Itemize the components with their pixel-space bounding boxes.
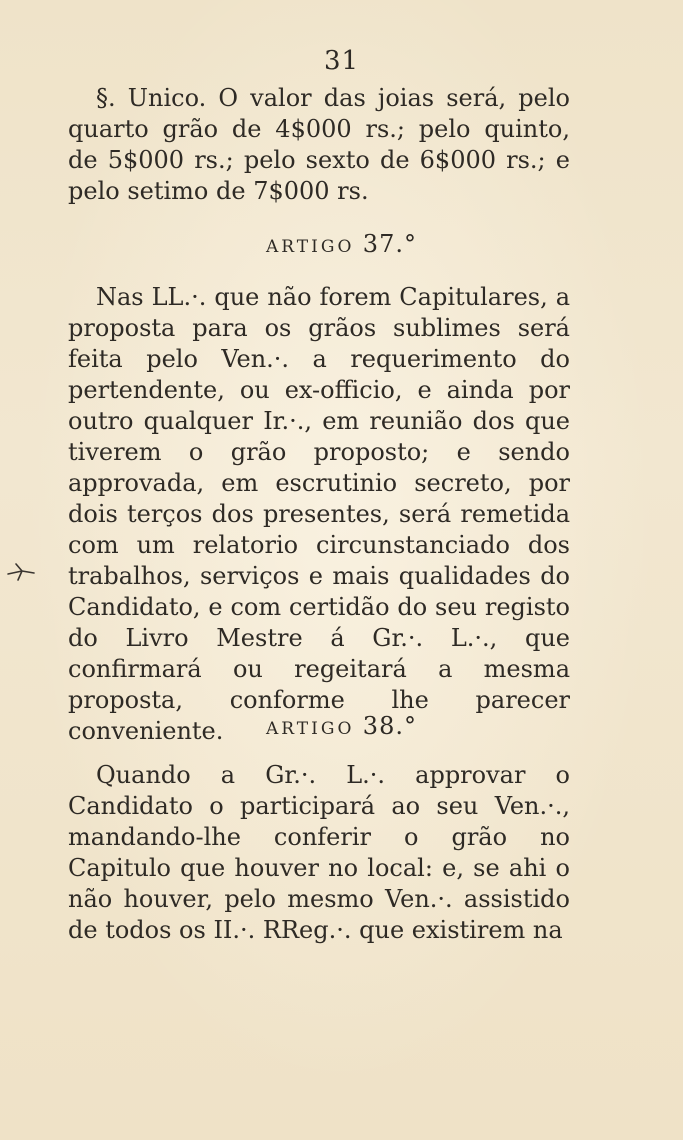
article-38-heading	[0, 712, 683, 740]
article-38-label: ARTIGO	[266, 719, 355, 739]
article-37-text: Nas LL.·. que não forem Capitulares, a proposta para os grãos sublimes será feita pelo Ven.·. a requerimento do pertendente, ou ex-officio, e ainda por outro qualquer Ir.·., em reunião dos que tiverem o grão proposto; e sendo approvada, em escrutinio secreto, por dois terços dos presentes, será remetida com um relatorio circunstanciado dos trabalhos, serviços e mais qualidades do Candidato, e com certidão do seu registo do Livro Mestre á Gr.·. L.·., que confirmará ou regeitará a mesma proposta, conforme lhe parecer conveniente.	[68, 283, 570, 745]
article-38-number: 38.°	[362, 712, 417, 740]
article-38-body	[68, 760, 570, 946]
article-37-label: ARTIGO	[266, 237, 355, 257]
article-37-number: 37.°	[362, 230, 417, 258]
section-unico	[68, 83, 570, 207]
page-number: 31	[323, 46, 360, 76]
section-unico-text: §. Unico. O valor das joias será, pelo quarto grão de 4$000 rs.; pelo quinto, de 5$000 rs.; pelo sexto de 6$000 rs.; e pelo setimo de 7$000 rs.	[68, 84, 570, 205]
article-38-text: Quando a Gr.·. L.·. approvar o Candidato o participará ao seu Ven.·., mandando-lhe conferir o grão no Capitulo que houver no local: e, se ahi o não houver, pelo mesmo Ven.·. assistido de todos os II.·. RReg.·. que existirem na	[68, 761, 570, 944]
article-37-body	[68, 282, 570, 747]
margin-pen-mark-icon	[6, 560, 36, 586]
article-37-heading	[0, 230, 683, 258]
